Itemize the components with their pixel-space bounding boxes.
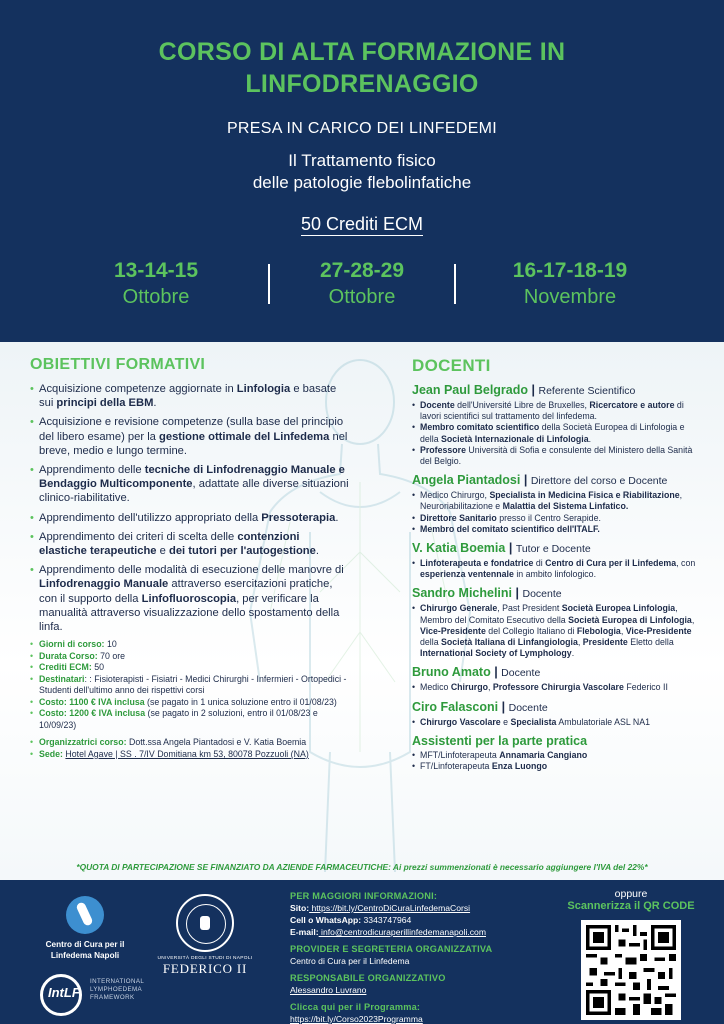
date-month: Ottobre <box>328 286 396 308</box>
text: e basate sui <box>39 383 337 410</box>
teacher-role: Docente <box>522 588 562 601</box>
university-seal-icon <box>176 894 234 952</box>
text: , Past President <box>497 603 562 614</box>
list-item <box>30 463 350 506</box>
value: (se pagato in 1 unica soluzione entro il 01/08/23) <box>144 696 337 707</box>
value: : : Fisioterapisti - Fisiatri - Medici Chirurghi - Infermieri - Ortopedici - Studenti dell'ultimo anno dei rispettivi corsi <box>39 673 347 696</box>
qr-code-icon <box>586 925 676 1015</box>
list-item <box>412 400 704 422</box>
site-link[interactable]: https://bit.ly/CentroDiCuraLinfedemaCorsi <box>309 903 471 913</box>
text-bold: Società Italiana di Linfangiologia <box>441 637 578 648</box>
assistants-heading <box>412 733 704 750</box>
provider-value: Centro di Cura per il Linfedema <box>290 956 410 966</box>
qr-section <box>556 888 706 1020</box>
list-item <box>412 717 704 728</box>
assistant-name: Enza Luongo <box>491 761 548 772</box>
teacher-role: Docente <box>508 701 548 714</box>
text-bold: gestione ottimale del Linfedema <box>159 430 330 443</box>
university-name-small: UNIVERSITÀ DEGLI STUDI DI NAPOLI <box>157 956 253 961</box>
label: Organizzatrici corso: <box>39 737 127 748</box>
teacher-belgrado <box>412 382 704 467</box>
text-bold: Specialista <box>510 716 557 727</box>
text-bold: International Society of Lymphology <box>420 648 572 659</box>
teacher-header <box>412 540 704 558</box>
value: Dott.ssa Angela Piantadosi e V. Katia Boemia <box>126 737 307 748</box>
assistant-name: Annamaria Cangiano <box>499 749 588 760</box>
teacher-role: Tutor e Docente <box>515 543 591 556</box>
text-bold: Membro comitato scientifico <box>420 422 540 433</box>
assistants-list <box>412 750 704 772</box>
assistant-role: MFT/Linfoterapeuta <box>420 749 500 760</box>
program-heading: Clicca qui per il Programma: <box>290 1002 421 1012</box>
date-days: 13-14-15 <box>113 259 199 282</box>
text-bold: Chirurgo Generale <box>420 603 498 614</box>
teacher-role: Direttore del corso e Docente <box>530 475 668 488</box>
responsible-value: Alessandro Luvrano <box>290 985 367 995</box>
text: Acquisizione e revisione competenze (sulla base del principio del libero esame) per la <box>39 416 344 443</box>
separator: | <box>531 383 535 397</box>
date-block-2 <box>262 258 462 310</box>
text-bold: Membro del comitato scientifico dell'ITALF. <box>420 523 600 534</box>
label: Crediti ECM: <box>39 662 92 673</box>
text: del Collegio Italiano di <box>485 625 577 636</box>
objectives-list <box>30 382 350 634</box>
text-bold: tecniche di Linfodrenaggio Manuale e Bendaggio Multicomponente <box>39 464 345 491</box>
ilf-line: FRAMEWORK <box>90 994 135 1001</box>
teacher-name: Angela Piantadosi <box>412 473 521 488</box>
text: attraverso esercitazioni pratiche, con il supporto della <box>39 578 333 605</box>
assistants <box>412 733 704 772</box>
teacher-name: Bruno Amato <box>412 665 491 680</box>
text-bold: principi della EBM <box>56 397 154 410</box>
date-divider <box>454 264 456 304</box>
text: della Società Europea di Linfologia e della <box>420 422 685 444</box>
text: Apprendimento dei criteri di scelta delle <box>39 530 238 543</box>
list-item <box>412 422 704 444</box>
course-info-list <box>30 639 350 760</box>
treatment-line1: Il Trattamento fisico <box>288 151 436 170</box>
course-venue <box>30 749 350 761</box>
label: Cell o WhatsApp: <box>290 915 362 925</box>
ilf-line: INTERNATIONAL <box>90 978 145 985</box>
text-bold: Società Europea di Linfologia <box>568 614 692 625</box>
label: Sede: <box>39 748 63 759</box>
text-bold: Linfologia <box>236 383 291 395</box>
value: 50 <box>91 662 105 673</box>
text-bold: Pressoterapia <box>261 511 336 524</box>
teacher-details <box>412 558 704 580</box>
teachers-heading: DOCENTI <box>412 356 491 375</box>
text-bold: Professore <box>420 444 466 455</box>
ecm-credits-label: 50 Crediti ECM <box>300 214 424 234</box>
date-month: Novembre <box>523 286 617 308</box>
text-bold: Docente <box>420 400 455 410</box>
course-ecm <box>30 662 350 674</box>
teacher-details <box>412 603 704 659</box>
course-title-line1: CORSO DI ALTA FORMAZIONE IN <box>158 38 566 66</box>
course-cost-1 <box>30 697 350 709</box>
text-bold: Flebologia <box>576 625 621 636</box>
date-block-3 <box>470 258 670 310</box>
footer <box>0 880 724 1024</box>
teacher-falasconi <box>412 699 704 728</box>
text: , <box>620 625 626 636</box>
teacher-details <box>412 400 704 467</box>
text-bold: dei tutori per l'autogestione <box>168 545 316 558</box>
text-bold: Centro di Cura per il Linfedema <box>545 558 677 569</box>
list-item <box>412 445 704 467</box>
text-bold: Linfofluoroscopia <box>141 592 237 605</box>
text-bold: Chirurgo Vascolare <box>420 716 501 727</box>
course-duration <box>30 651 350 663</box>
list-item <box>412 558 704 580</box>
text-bold: Vice-Presidente <box>420 625 486 636</box>
treatment-line2: delle patologie flebolinfatiche <box>252 173 472 192</box>
list-item <box>412 761 704 772</box>
university-name: FEDERICO II <box>162 961 248 976</box>
assistant-role: FT/Linfoterapeuta <box>420 761 492 772</box>
email-line <box>290 926 540 938</box>
text: . <box>588 433 592 444</box>
text: Medico Chirurgo, <box>420 490 490 501</box>
teachers-column <box>412 356 704 777</box>
date-month: Ottobre <box>122 286 190 308</box>
text: . <box>571 648 575 659</box>
teacher-header <box>412 585 704 603</box>
course-recipients <box>30 674 350 697</box>
text-bold: Professore Chirurgia Vascolare <box>492 682 624 693</box>
course-cost-2 <box>30 708 350 731</box>
text: . <box>335 511 339 524</box>
text: , <box>487 682 493 693</box>
text: . <box>153 397 157 410</box>
teacher-name: Ciro Falasconi <box>412 699 499 714</box>
logo-text: Centro di Cura per il <box>45 940 125 949</box>
list-item <box>30 563 350 634</box>
logo-text: Linfedema Napoli <box>50 950 120 960</box>
text: , per verificare la manualità attraverso visualizzazione dello spostamento della linfa. <box>39 592 340 634</box>
course-title <box>0 36 724 100</box>
responsible-heading: RESPONSABILE ORGANIZZATIVO <box>290 973 446 983</box>
text: Acquisizione competenze aggiornate in <box>39 383 237 395</box>
course-dates <box>0 258 724 314</box>
date-days: 27-28-29 <box>319 259 405 282</box>
list-item <box>412 513 704 524</box>
contact-info <box>290 890 540 1024</box>
text: e <box>500 716 511 727</box>
list-item <box>30 415 350 458</box>
teacher-boemia <box>412 540 704 580</box>
text: , adattate alle diverse situazioni clinico-riabilitative. <box>39 478 349 505</box>
provider-heading: PROVIDER E SEGRETERIA ORGANIZZATIVA <box>290 944 493 954</box>
text-bold: Malattia del Sistema Linfatico. <box>502 501 629 512</box>
text: Università di Sofia e consulente del Ministero della Sanità del Belgio. <box>420 444 693 467</box>
label: Costo: 1200 € IVA inclusa <box>39 708 146 719</box>
text: nel breve, medio e lungo termine. <box>39 430 348 457</box>
label: Destinatari <box>39 673 85 684</box>
text: e <box>156 545 169 558</box>
text: Federico II <box>623 682 668 693</box>
course-days <box>30 639 350 651</box>
objectives-heading: OBIETTIVI FORMATIVI <box>30 356 206 373</box>
course-subtitle: PRESA IN CARICO DEI LINFEDEMI <box>226 120 498 137</box>
teacher-header <box>412 664 704 682</box>
date-days: 16-17-18-19 <box>512 259 628 282</box>
teacher-name: Sandro Michelini <box>412 586 513 601</box>
list-item <box>412 603 704 659</box>
ilf-mark: IntLF <box>48 985 80 1000</box>
text: Apprendimento delle <box>39 464 145 477</box>
teacher-header <box>412 699 704 717</box>
main-content <box>0 342 724 880</box>
text: presso il Centro Serapide. <box>496 512 601 523</box>
qr-or-label: oppure <box>614 888 648 900</box>
label: E-mail: <box>290 927 319 937</box>
teacher-header <box>412 382 704 400</box>
text: Apprendimento dell'utilizzo appropriato della <box>39 511 262 524</box>
list-item <box>412 750 704 761</box>
text-bold: Vice-Presidente <box>625 625 692 636</box>
teacher-details <box>412 490 704 535</box>
teacher-amato <box>412 664 704 693</box>
text: Medico <box>420 682 451 693</box>
text: dell'Université Libre de Bruxelles, <box>454 400 590 410</box>
teacher-header <box>412 472 704 490</box>
value: 10 <box>104 639 117 650</box>
text: , Neuroriabilitazione e <box>420 490 683 512</box>
label: Sito: <box>290 903 310 913</box>
teacher-michelini <box>412 585 704 659</box>
text-bold: Società Internazionale di Linfologia <box>441 433 589 444</box>
centro-cura-logo <box>30 896 140 961</box>
teacher-details <box>412 717 704 728</box>
list-item <box>412 490 704 512</box>
text: Apprendimento delle modalità di esecuzione delle manovre di <box>39 564 344 577</box>
teacher-details <box>412 682 704 693</box>
text: di lavori scientifici sul trattamento del linfedema. <box>420 400 684 422</box>
date-block-1 <box>56 258 256 310</box>
text: della <box>420 637 442 648</box>
treatment-description <box>0 150 724 194</box>
leg-logo-icon <box>66 896 104 934</box>
ilf-logo <box>40 974 180 1018</box>
teacher-name: Jean Paul Belgrado <box>412 383 529 397</box>
teacher-role: Docente <box>501 667 541 680</box>
text: , <box>577 637 583 648</box>
email-link[interactable]: info@centrodicuraperillinfedemanapoli.com <box>318 927 486 937</box>
value: (se pagato in 2 soluzioni, entro il 01/08/23 e 10/09/23) <box>39 708 318 730</box>
text-bold: Specialista in Medicina Fisica e Riabilitazione <box>489 490 680 501</box>
text-bold: Linfoterapeuta e fondatrice <box>420 558 534 569</box>
ilf-line: LYMPHOEDEMA <box>90 986 143 993</box>
objectives-column <box>30 356 350 760</box>
label: Giorni di corso: <box>39 639 105 650</box>
text-bold: Società Europea Linfologia <box>561 603 676 614</box>
teacher-name: V. Katia Boemia <box>412 541 506 556</box>
text: di <box>533 558 546 569</box>
separator: | <box>494 665 498 680</box>
qr-code[interactable] <box>581 920 681 1020</box>
ilf-text <box>90 978 144 1002</box>
venue-link[interactable]: Hotel Agave | SS . 7/IV Domitiana km 53, 80078 Pozzuoli (NA) <box>65 748 309 759</box>
site-line <box>290 902 540 914</box>
list-item <box>30 511 350 525</box>
list-item <box>30 530 350 558</box>
course-title-line2: LINFODRENAGGIO <box>245 70 479 98</box>
text: . <box>315 545 319 558</box>
phone-value[interactable]: 3343747964 <box>361 915 412 925</box>
assistants-title: Assistenti per la parte pratica <box>412 733 588 748</box>
program-link[interactable]: https://bit.ly/Corso2023Programma <box>290 1014 423 1024</box>
text: in ambito linfologico. <box>513 569 597 580</box>
text: , con <box>676 558 696 569</box>
text: , <box>691 614 695 625</box>
info-heading: PER MAGGIORI INFORMAZIONI: <box>290 891 438 901</box>
text-bold: Ricercatore e autore <box>589 400 675 410</box>
teacher-piantadosi <box>412 472 704 535</box>
text-bold: Chirurgo <box>450 682 488 693</box>
separator: | <box>515 586 519 601</box>
pricing-footnote: *QUOTA DI PARTECIPAZIONE SE FINANZIATO DA AZIENDE FARMACEUTICHE: Ai prezzi summenzionati è necessario aggiungere l'IVA del 22%* <box>76 862 648 872</box>
text: Eletto della <box>627 637 674 648</box>
federico-ii-logo <box>150 894 260 977</box>
list-item <box>30 382 350 410</box>
text-bold: esperienza ventennale <box>420 569 514 580</box>
value: 70 ore <box>97 650 126 661</box>
separator: | <box>508 541 513 556</box>
text-bold: Direttore Sanitario <box>420 512 497 523</box>
text-bold: Linfodrenaggio Manuale <box>39 578 169 591</box>
phone-line <box>290 914 540 926</box>
qr-scan-label: Scannerizza il QR CODE <box>567 900 695 912</box>
label: Costo: 1100 € IVA inclusa <box>39 696 145 707</box>
list-item <box>412 682 704 693</box>
text-bold: Presidente <box>582 637 628 648</box>
separator: | <box>523 473 528 488</box>
text-bold: contenzioni elastiche terapeutiche <box>39 530 300 558</box>
ecm-credits <box>0 214 724 235</box>
label: Durata Corso: <box>39 650 98 661</box>
text: , Membro del Comitato Esecutivo della <box>420 603 678 625</box>
separator: | <box>501 699 506 714</box>
header-banner <box>0 0 724 342</box>
list-item <box>412 524 704 535</box>
course-organizers <box>30 737 350 749</box>
text: Ambulatoriale ASL NA1 <box>556 716 650 727</box>
teacher-role: Referente Scientifico <box>538 385 636 397</box>
